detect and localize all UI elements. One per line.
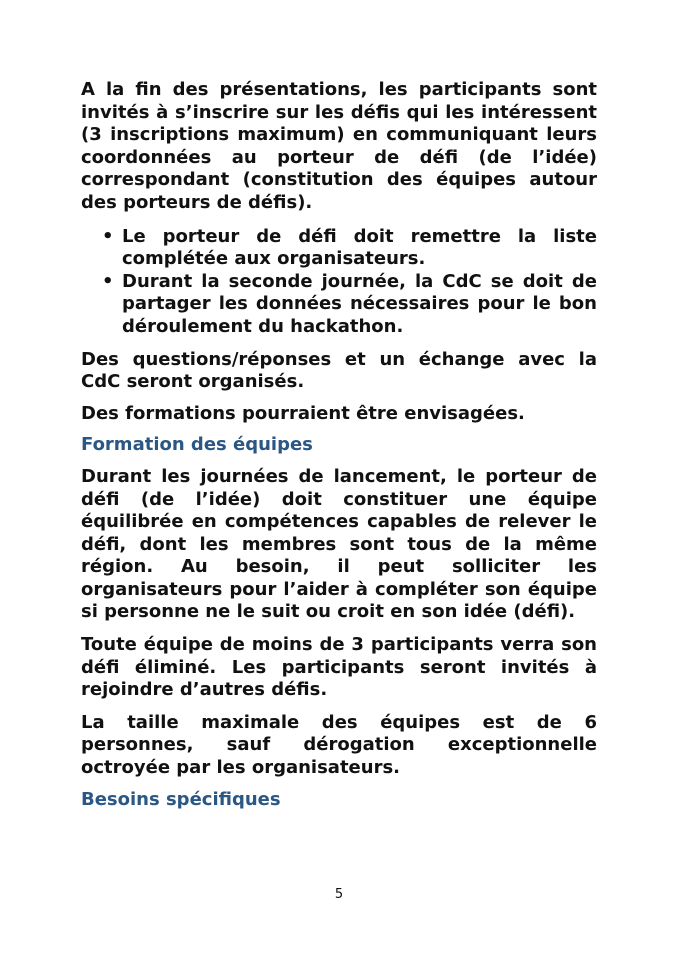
paragraph-registration: A la fin des présentations, les participants sont invités à s’inscrire sur les défis qui les intéressent (3 inscriptions maximum) en communiquant leurs coordonnées au porteur de défi (de l’idée) correspondant (constitution des équipes autour des porteurs de défis). bbox=[81, 79, 597, 213]
bullet-item bbox=[81, 271, 597, 339]
heading-team-formation: Formation des équipes bbox=[81, 434, 313, 456]
bullet-icon: • bbox=[102, 270, 114, 292]
bullet-list bbox=[81, 226, 597, 339]
bullet-item bbox=[81, 226, 597, 271]
paragraph-maximum-team: La taille maximale des équipes est de 6 personnes, sauf dérogation exceptionnelle octroyée par les organisateurs. bbox=[81, 711, 597, 779]
paragraph-questions: Des questions/réponses et un échange avec la CdC seront organisés. bbox=[81, 348, 597, 393]
paragraph-minimum-team: Toute équipe de moins de 3 participants verra son défi éliminé. Les participants seront invités à rejoindre d’autres défis. bbox=[81, 634, 597, 701]
page-number: 5 bbox=[334, 887, 344, 902]
bullet-text: Durant la seconde journée, la CdC se doit de partager les données nécessaires pour le bon déroulement du hackathon. bbox=[122, 270, 597, 337]
bullet-icon: • bbox=[102, 225, 114, 247]
paragraph-team-building: Durant les journées de lancement, le porteur de défi (de l’idée) doit constituer une équipe équilibrée en compétences capables de relever le défi, dont les membres sont tous de la même région. Au besoin, il peut solliciter les organisateurs pour l’aider à compléter son équipe si personne ne le suit ou croit en son idée (défi). bbox=[81, 465, 597, 623]
heading-specific-needs: Besoins spécifiques bbox=[81, 788, 281, 810]
bullet-text: Le porteur de défi doit remettre la liste complétée aux organisateurs. bbox=[122, 225, 597, 270]
document-page bbox=[81, 79, 597, 811]
paragraph-trainings: Des formations pourraient être envisagées. bbox=[81, 402, 525, 424]
